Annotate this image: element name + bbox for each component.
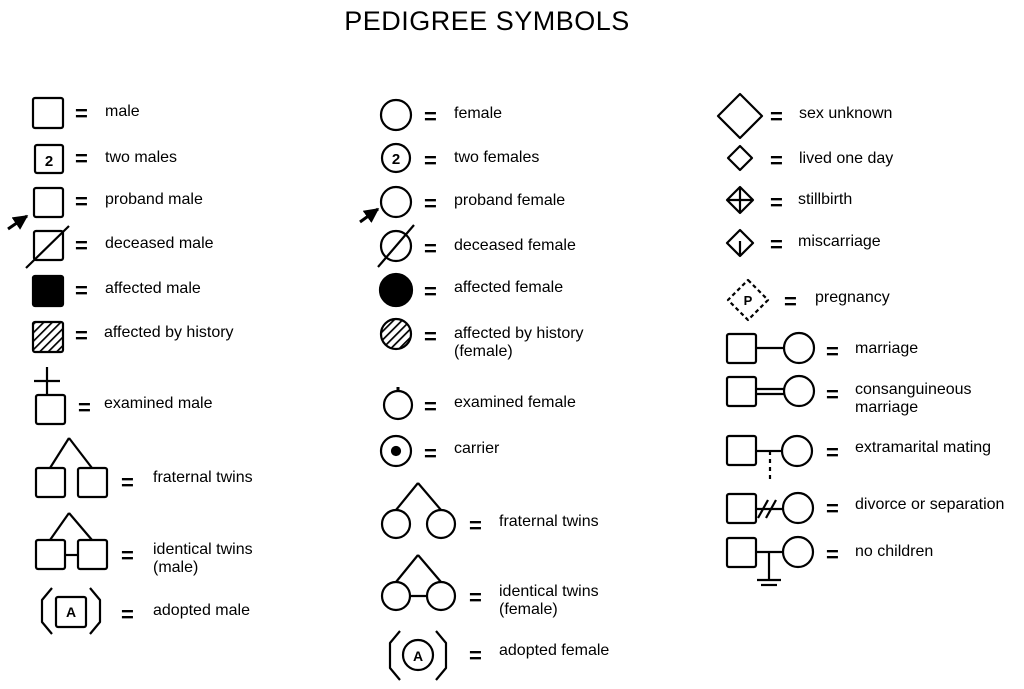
label-male: male <box>105 103 140 120</box>
equals-sign: = <box>826 496 839 521</box>
affected-by-history-female-symbol <box>381 319 411 349</box>
equals-sign: = <box>770 104 783 129</box>
female-symbol <box>381 100 411 130</box>
label-extramarital-mating: extramarital mating <box>855 439 992 456</box>
equals-sign: = <box>78 395 91 420</box>
equals-sign: = <box>770 232 783 257</box>
equals-sign: = <box>826 440 839 465</box>
proband-female-symbol <box>360 187 411 222</box>
label-divorce-or-separation: divorce or separation <box>855 496 1005 513</box>
equals-sign: = <box>469 585 482 610</box>
examined-male-symbol <box>34 367 65 424</box>
label-proband-female: proband female <box>454 192 566 209</box>
label-identical-twins-male: identical twins (male) <box>153 541 253 576</box>
label-affected-female: affected female <box>454 279 564 296</box>
label-marriage: marriage <box>855 340 919 357</box>
marriage-symbol <box>727 333 814 363</box>
equals-sign: = <box>75 146 88 171</box>
fraternal-twins-male-symbol <box>36 438 107 497</box>
equals-sign: = <box>75 323 88 348</box>
equals-sign: = <box>424 324 437 349</box>
adopted-female-letter: A <box>412 648 424 664</box>
equals-sign: = <box>75 189 88 214</box>
equals-sign: = <box>826 382 839 407</box>
pregnancy-symbol <box>728 280 768 320</box>
affected-female-symbol <box>380 274 412 306</box>
equals-sign: = <box>424 279 437 304</box>
equals-sign: = <box>826 542 839 567</box>
identical-twins-male-symbol <box>36 513 107 569</box>
deceased-female-symbol <box>378 225 414 267</box>
equals-sign: = <box>121 543 134 568</box>
equals-sign: = <box>469 513 482 538</box>
adopted-male-symbol <box>42 588 100 634</box>
label-adopted-male: adopted male <box>153 602 250 619</box>
equals-sign: = <box>121 470 134 495</box>
male-symbol <box>33 98 63 128</box>
label-deceased-male: deceased male <box>105 235 214 252</box>
label-stillbirth: stillbirth <box>798 191 853 208</box>
extramarital-mating-symbol <box>727 436 812 480</box>
equals-sign: = <box>424 441 437 466</box>
pregnancy-letter: P <box>743 293 753 308</box>
identical-twins-female-symbol <box>382 555 455 610</box>
fraternal-twins-female-symbol <box>382 483 455 538</box>
equals-sign: = <box>424 236 437 261</box>
affected-by-history-symbol <box>33 322 63 352</box>
stillbirth-symbol <box>727 187 753 213</box>
label-adopted-female: adopted female <box>499 642 610 659</box>
label-proband-male: proband male <box>105 191 203 208</box>
examined-female-symbol <box>384 387 412 419</box>
label-carrier: carrier <box>454 440 500 457</box>
label-pregnancy: pregnancy <box>815 289 890 306</box>
adopted-female-symbol <box>390 631 446 680</box>
label-deceased-female: deceased female <box>454 237 576 254</box>
label-lived-one-day: lived one day <box>799 150 894 167</box>
equals-sign: = <box>75 233 88 258</box>
two-males-symbol <box>35 145 63 173</box>
page-title: PEDIGREE SYMBOLS <box>344 6 630 36</box>
label-examined-male: examined male <box>104 395 213 412</box>
affected-male-symbol <box>33 276 63 306</box>
label-affected-male: affected male <box>105 280 201 297</box>
adopted-male-letter: A <box>65 604 77 620</box>
consanguineous-marriage-symbol <box>727 376 814 406</box>
proband-male-symbol <box>8 188 63 229</box>
label-affected-by-history-female: affected by history (female) <box>454 325 584 360</box>
carrier-symbol <box>381 436 411 466</box>
deceased-male-symbol <box>26 226 69 268</box>
label-miscarriage: miscarriage <box>798 233 881 250</box>
label-identical-twins-female: identical twins (female) <box>499 583 599 618</box>
miscarriage-symbol <box>727 230 753 256</box>
equals-sign: = <box>424 148 437 173</box>
divorce-or-separation-symbol <box>727 493 813 523</box>
equals-sign: = <box>121 602 134 627</box>
equals-sign: = <box>424 191 437 216</box>
label-no-children: no children <box>855 543 934 560</box>
equals-sign: = <box>469 643 482 668</box>
equals-sign: = <box>75 101 88 126</box>
label-examined-female: examined female <box>454 394 576 411</box>
label-sex-unknown: sex unknown <box>799 105 893 122</box>
equals-sign: = <box>424 394 437 419</box>
equals-sign: = <box>770 148 783 173</box>
label-fraternal-twins-male: fraternal twins <box>153 469 253 486</box>
lived-one-day-symbol <box>728 146 752 170</box>
label-fraternal-twins-female: fraternal twins <box>499 513 599 530</box>
equals-sign: = <box>75 278 88 303</box>
equals-sign: = <box>826 339 839 364</box>
no-children-symbol <box>727 537 813 585</box>
label-two-males: two males <box>105 149 178 166</box>
sex-unknown-symbol <box>718 94 762 138</box>
label-consanguineous-marriage: consanguineous marriage <box>855 381 972 416</box>
equals-sign: = <box>424 104 437 129</box>
two-females-number: 2 <box>391 151 401 168</box>
two-females-symbol <box>382 144 410 172</box>
equals-sign: = <box>784 289 797 314</box>
two-males-number: 2 <box>44 153 54 170</box>
label-affected-by-history: affected by history <box>104 324 234 341</box>
label-female: female <box>454 105 503 122</box>
equals-sign: = <box>770 190 783 215</box>
label-two-females: two females <box>454 149 540 166</box>
